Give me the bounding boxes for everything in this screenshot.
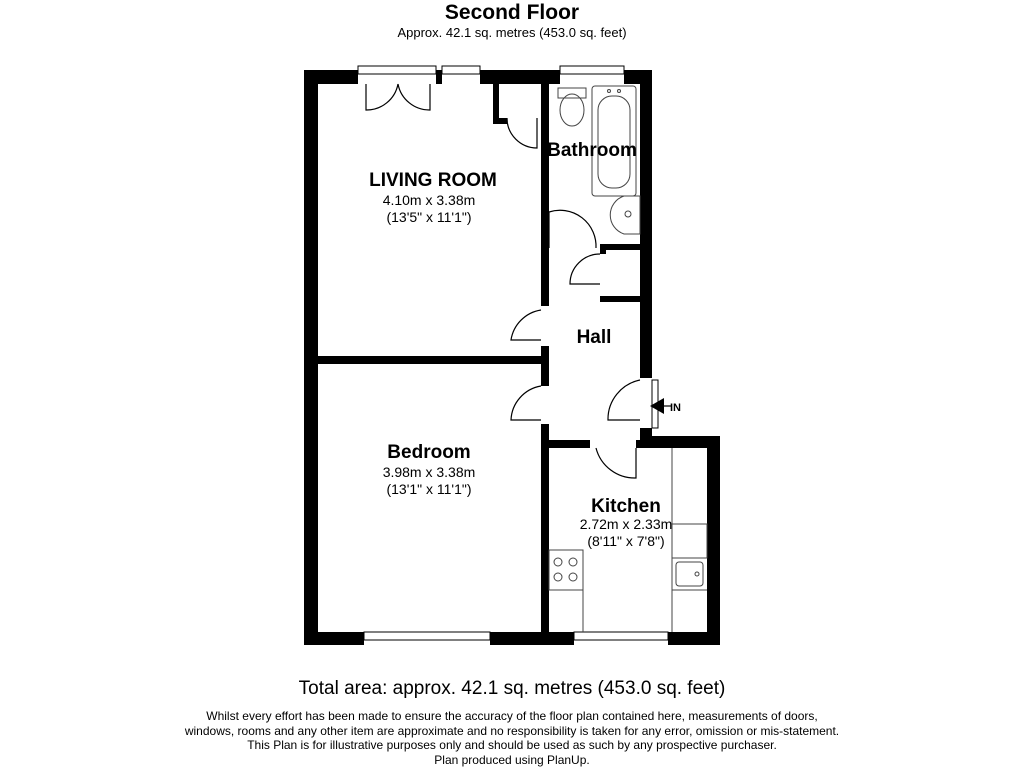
disclaimer-line: Plan produced using PlanUp. [434, 752, 590, 767]
hall-name: Hall [576, 327, 612, 348]
bedroom-name: Bedroom [387, 442, 471, 463]
disclaimer-line: This Plan is for illustrative purposes only and should be used as such by any prospective purchaser. [247, 738, 777, 752]
walls [304, 70, 720, 645]
living-room-name: LIVING ROOM [369, 170, 497, 191]
living-room-metric: 4.10m x 3.38m [382, 192, 476, 208]
kitchen-name: Kitchen [591, 496, 661, 517]
disclaimer [0, 709, 1024, 767]
floor-title: Second Floor [444, 1, 580, 24]
disclaimer-line: Whilst every effort has been made to ensure the accuracy of the floor plan contained here, measurements of doors, [206, 709, 818, 723]
entrance-label: IN [670, 402, 681, 414]
bedroom-imperial: (13'1" x 11'1") [386, 481, 472, 497]
bathroom-name: Bathroom [547, 140, 637, 161]
total-area: Total area: approx. 42.1 sq. metres (453.0 sq. feet) [298, 678, 726, 699]
living-room-imperial: (13'5" x 11'1") [386, 209, 472, 225]
bedroom-metric: 3.98m x 3.38m [382, 464, 476, 480]
entrance-marker [650, 380, 672, 428]
kitchen-metric: 2.72m x 2.33m [579, 516, 673, 532]
disclaimer-line: windows, rooms and any other item are approximate and no responsibility is taken for any error, omission or mis-statement. [184, 723, 840, 738]
floor-area-subtitle: Approx. 42.1 sq. metres (453.0 sq. feet) [397, 25, 627, 40]
kitchen-imperial: (8'11" x 7'8") [587, 533, 665, 549]
